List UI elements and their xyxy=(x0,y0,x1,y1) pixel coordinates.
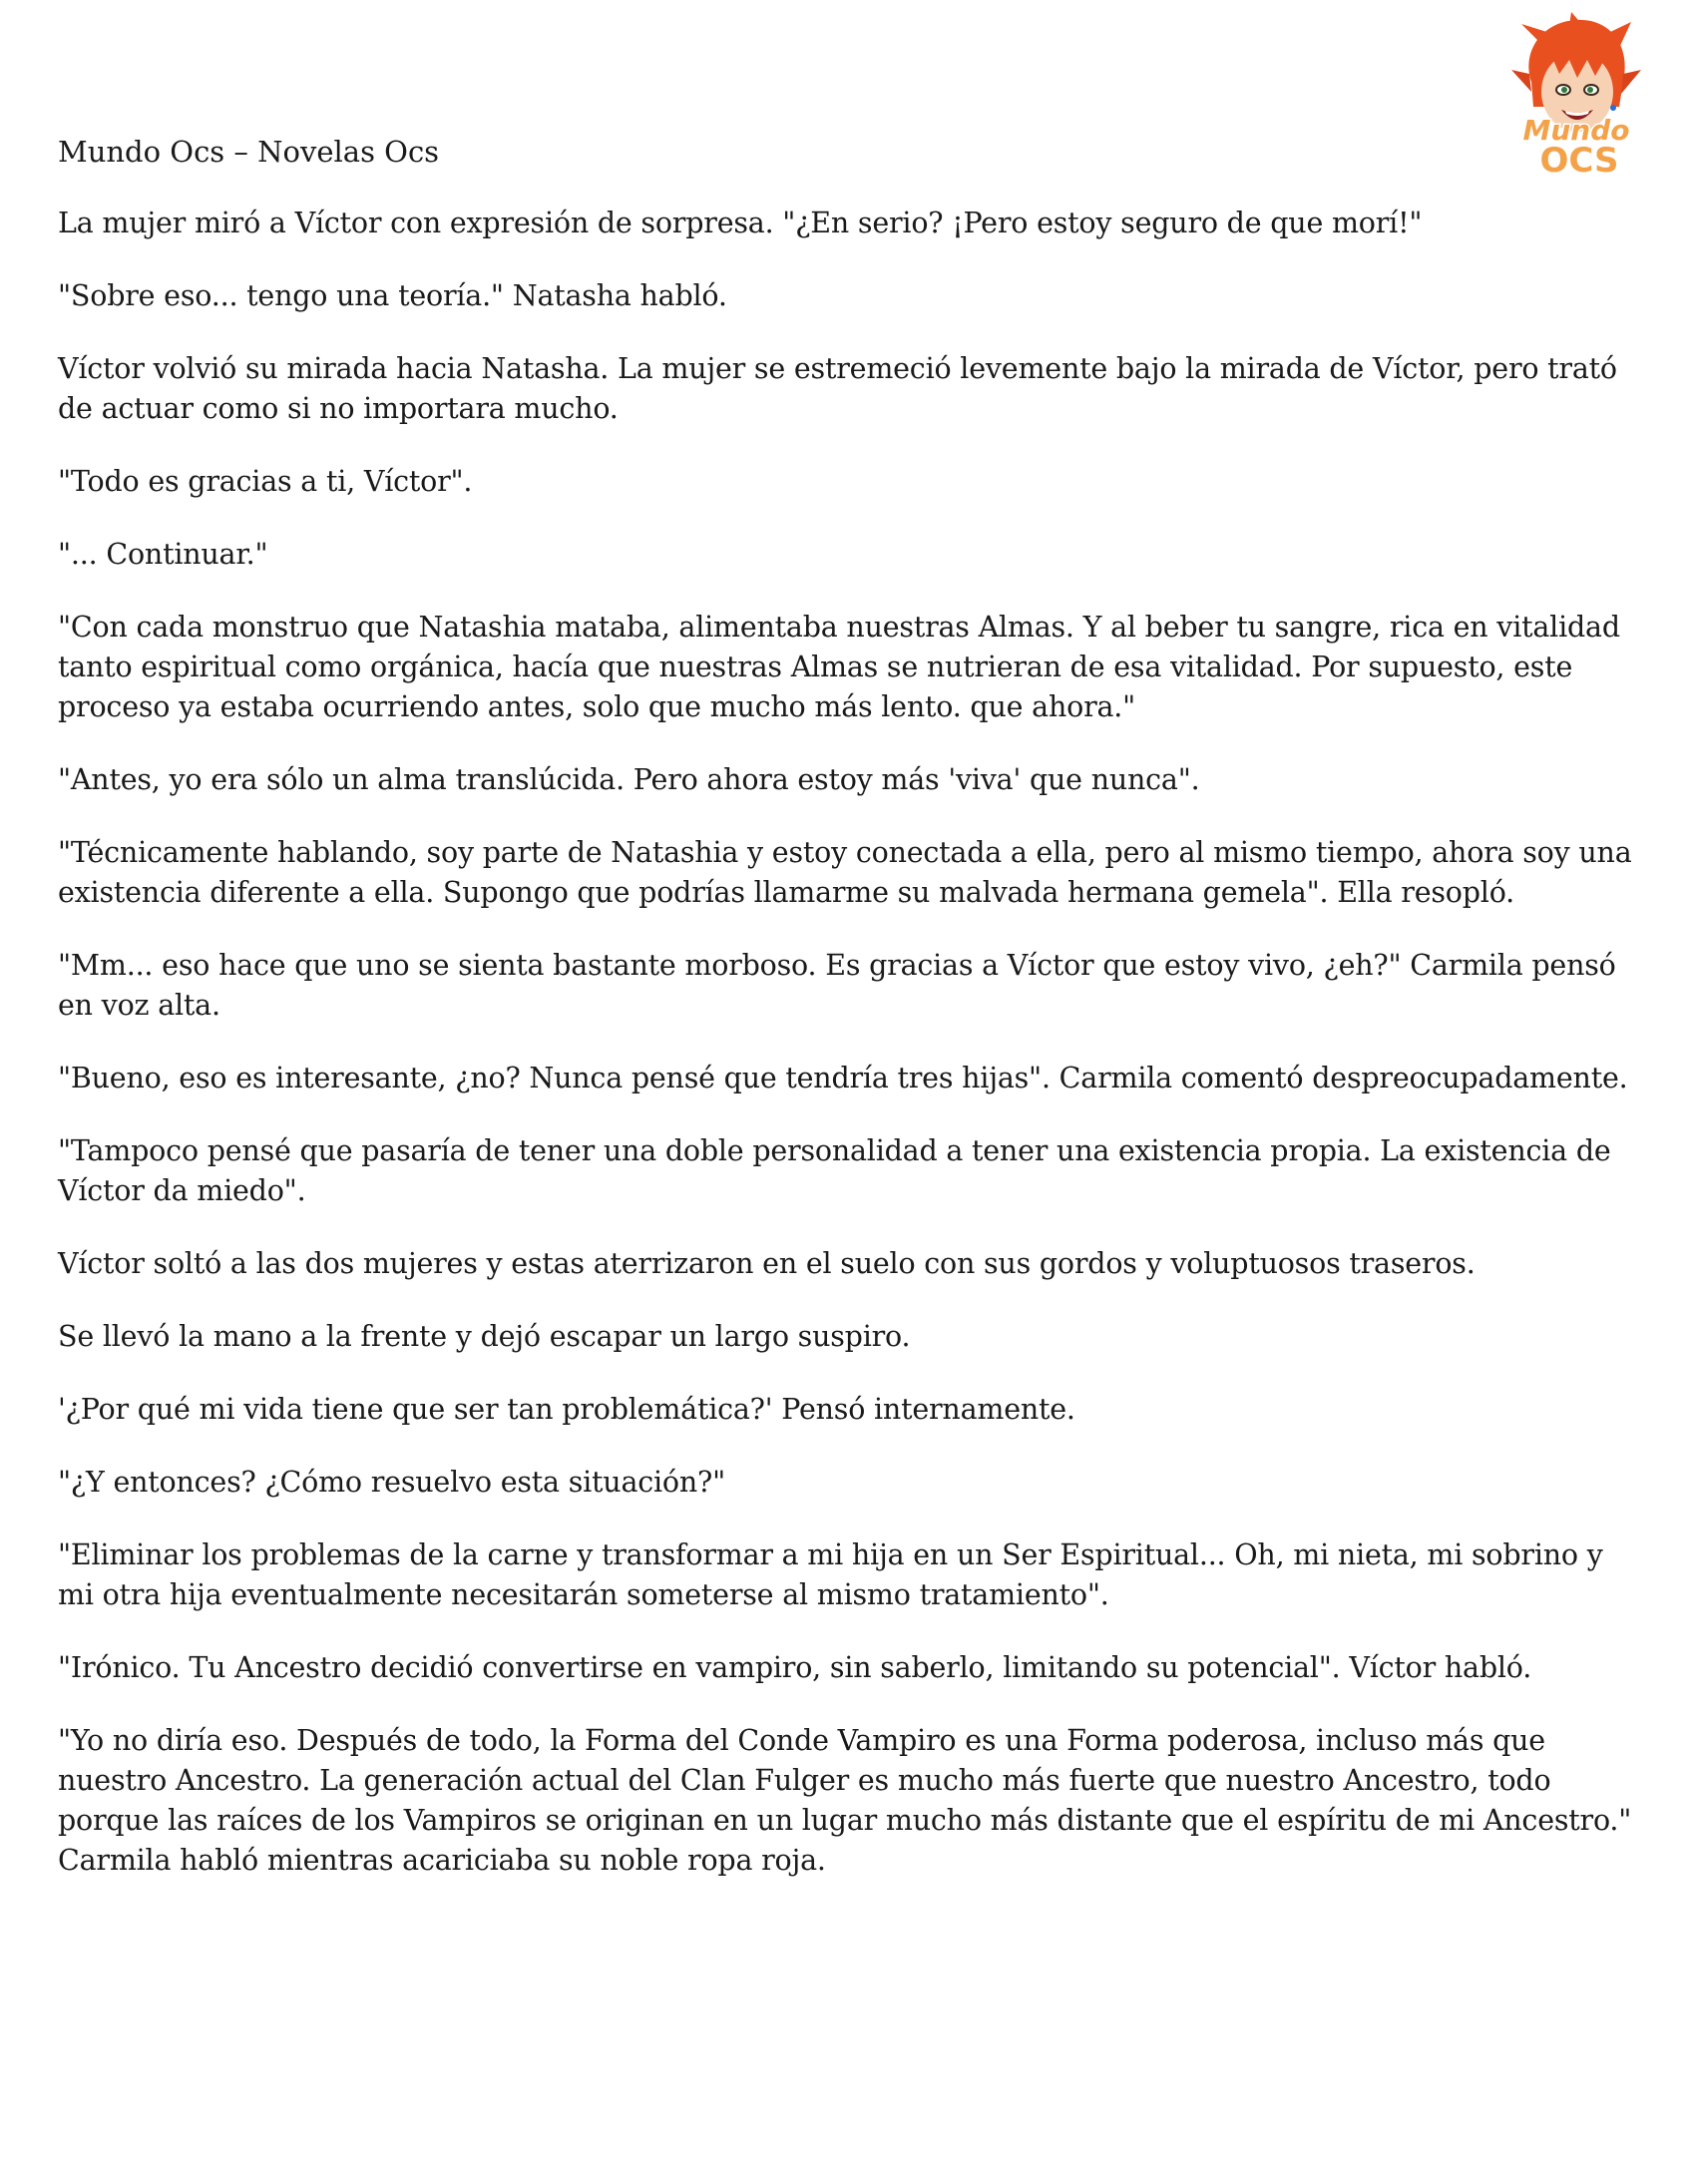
paragraph: "Con cada monstruo que Natashia mataba, alimentaba nuestras Almas. Y al beber tu sangre, rica en vitalidad tanto espiritual como orgánica, hacía que nuestras Almas se nutrieran de esa vitalidad. Por supuesto, este proceso ya estaba ocurriendo antes, solo que mucho más lento. que ahora." xyxy=(58,611,1620,723)
paragraph: "Mm... eso hace que uno se sienta bastante morboso. Es gracias a Víctor que estoy vivo, ¿eh?" Carmila pensó en voz alta. xyxy=(58,949,1616,1022)
paragraph: Víctor volvió su mirada hacia Natasha. La mujer se estremeció levemente bajo la mirada de Víctor, pero trató de actuar como si no importara mucho. xyxy=(58,352,1617,425)
paragraph: "... Continuar." xyxy=(58,538,268,571)
paragraph: "Sobre eso... tengo una teoría." Natasha habló. xyxy=(58,279,727,312)
paragraph: La mujer miró a Víctor con expresión de sorpresa. "¿En serio? ¡Pero estoy seguro de que morí!" xyxy=(58,207,1423,239)
page-header-title: Mundo Ocs – Novelas Ocs xyxy=(58,135,440,169)
paragraph: "¿Y entonces? ¿Cómo resuelvo esta situación?" xyxy=(58,1466,726,1499)
paragraph: Se llevó la mano a la frente y dejó escapar un largo suspiro. xyxy=(58,1320,911,1353)
paragraph: "Tampoco pensé que pasaría de tener una doble personalidad a tener una existencia propia. La existencia de Víctor da miedo". xyxy=(58,1134,1611,1207)
paragraph: "Antes, yo era sólo un alma translúcida. Pero ahora estoy más 'viva' que nunca". xyxy=(58,763,1200,796)
logo-text-mundo: Mundo xyxy=(1522,114,1630,147)
paragraph: "Irónico. Tu Ancestro decidió convertirse en vampiro, sin saberlo, limitando su potencial". Víctor habló. xyxy=(58,1651,1532,1684)
mascot-logo-icon xyxy=(1491,12,1661,182)
paragraph: "Yo no diría eso. Después de todo, la Forma del Conde Vampiro es una Forma poderosa, incluso más que nuestro Ancestro. La generación actual del Clan Fulger es mucho más fuerte que nuestro Ancestro, todo porque las raíces de los Vampiros se originan en un lugar mucho más distante que el espíritu de mi Ancestro." Carmila habló mientras acariciaba su noble ropa roja. xyxy=(58,1724,1632,1877)
logo-text-ocs: OCS xyxy=(1539,141,1619,181)
paragraph: Víctor soltó a las dos mujeres y estas aterrizaron en el suelo con sus gordos y voluptuosos traseros. xyxy=(58,1247,1476,1280)
paragraph: "Bueno, eso es interesante, ¿no? Nunca pensé que tendría tres hijas". Carmila comentó despreocupadamente. xyxy=(58,1062,1628,1094)
paragraph: '¿Por qué mi vida tiene que ser tan problemática?' Pensó internamente. xyxy=(58,1393,1075,1426)
paragraph: "Eliminar los problemas de la carne y transformar a mi hija en un Ser Espiritual... Oh, mi nieta, mi sobrino y mi otra hija eventualmente necesitarán someterse al mismo tratamiento". xyxy=(58,1538,1603,1611)
document-body xyxy=(58,204,1646,1914)
paragraph: "Técnicamente hablando, soy parte de Natashia y estoy conectada a ella, pero al mismo tiempo, ahora soy una existencia diferente a ella. Supongo que podrías llamarme su malvada hermana gemela". Ella resopló. xyxy=(58,836,1632,909)
paragraph: "Todo es gracias a ti, Víctor". xyxy=(58,465,473,498)
